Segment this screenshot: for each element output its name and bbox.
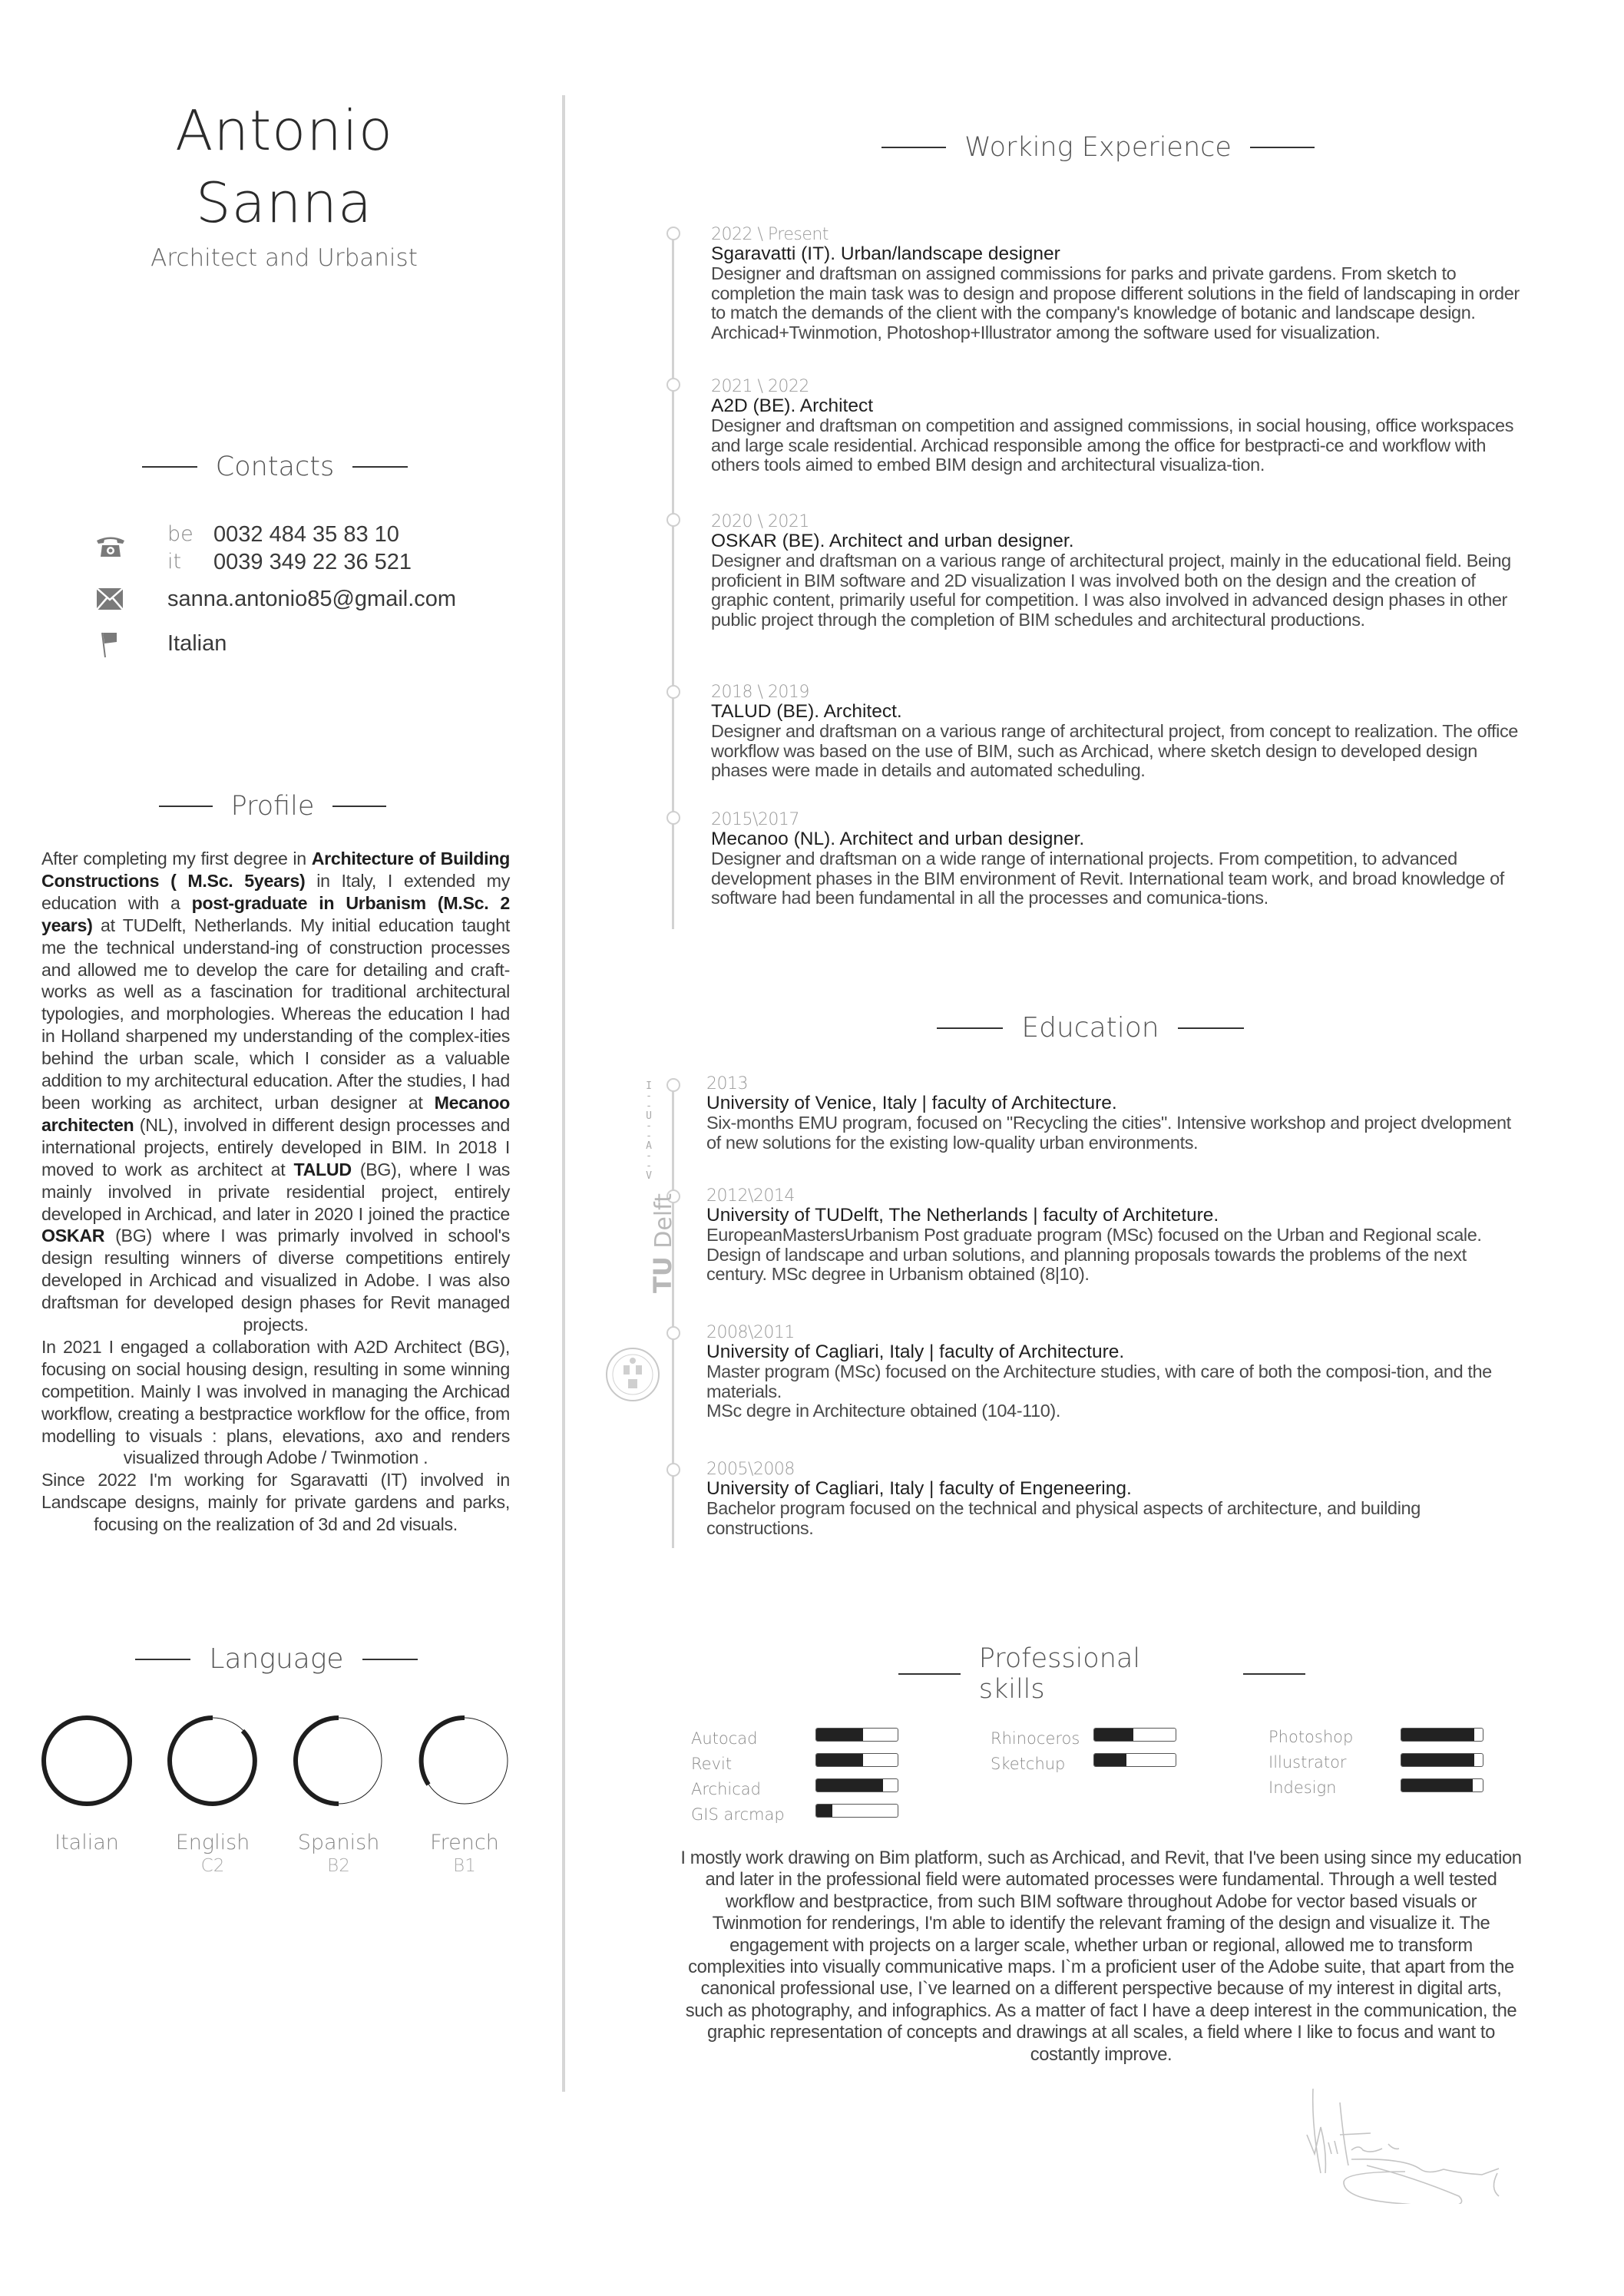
email-link[interactable]: sanna.antonio85@gmail.com	[167, 587, 457, 611]
language-name: English	[175, 1831, 250, 1854]
profile-text-run: in Italy, I extended my education with a	[41, 870, 510, 913]
skill-name: Indesign	[1268, 1778, 1337, 1797]
heading-rule	[332, 806, 386, 807]
mail-icon	[97, 588, 123, 610]
profile-text-run: (NL), involved in different design processes and international projects, entirely developed in BIM. In 2018 I moved to work as architect at	[41, 1114, 510, 1179]
contacts-heading-label: Contacts	[215, 452, 335, 482]
flag-icon	[100, 631, 121, 659]
entry-title: University of Venice, Italy | faculty of Architecture.	[706, 1093, 1117, 1113]
profile-text-run: at TUDelft, Netherlands. My initial education taught me the technical understand-ing of construction processes and allowed me to develop the care for detailing and craft-works as well as a fascination for traditional architectural typologies, and morphologies. Whereas the education I had in Holland sharpened my understanding of the complex-ities behind the urban scale, which I consider as a valuable addition to my architectural education. After the studies, I had been working as architect, urban designer at	[41, 915, 510, 1113]
entry-description: Designer and draftsman on competition and assigned commissions, in social housing, office workspaces and large scale residential. Archicad responsible among the office for bestpracti-ce and workflow with others tools aimed to embed BIM design and architectural visualiza-tion.	[711, 415, 1514, 475]
entry-date: 2012\2014	[706, 1186, 795, 1206]
entry-date: 2013	[706, 1074, 748, 1093]
profile-text	[41, 848, 510, 1536]
experience-timeline	[672, 238, 674, 929]
skill-bar-photoshop	[1401, 1728, 1483, 1742]
profile-text-run: (BG) where I was primarly involved in school's design resulting winners of diverse competitions entirely developed in Archicad and visualized in Adobe. I was also draftsman for developed design phases for Revit managed projects.	[41, 1226, 510, 1335]
entry-description: Six-months EMU program, focused on "Recycling the cities". Intensive workshop and project dvelopment of new solutions for the existing low-quality urban environments.	[706, 1113, 1511, 1153]
experience-entry	[711, 226, 1525, 342]
skill-name: Archicad	[691, 1780, 761, 1798]
role-subtitle: Architect and Urbanist	[150, 244, 418, 272]
phone-prefix-it: it	[167, 550, 182, 574]
profile-highlight: Architecture of Building Constructions ( M.Sc. 5years)	[41, 849, 510, 891]
language-spanish	[289, 1712, 389, 1876]
skill-bar-rhinoceros	[1093, 1728, 1176, 1742]
language-heading-label: Language	[209, 1643, 344, 1675]
timeline-dot	[666, 1078, 680, 1092]
skill-bar-autocad	[815, 1728, 898, 1742]
phone-it[interactable]: 0039 349 22 36 521	[213, 550, 412, 574]
heading-rule	[937, 1027, 1003, 1029]
entry-title: Mecanoo (NL). Architect and urban designer.	[711, 829, 1085, 849]
education-entry	[706, 1461, 1528, 1538]
language-ring-english	[164, 1712, 261, 1809]
skills-heading	[898, 1643, 1305, 1705]
entry-date: 2005\2008	[706, 1460, 795, 1479]
entry-date: 2018 \ 2019	[711, 683, 809, 702]
profile-highlight: TALUD	[293, 1159, 352, 1179]
language-name: Spanish	[297, 1831, 380, 1854]
nationality: Italian	[167, 631, 227, 656]
skill-bar-archicad	[815, 1778, 898, 1792]
iuav-logo: I - - U - - A - - V	[646, 1080, 652, 1182]
education-timeline	[672, 1087, 674, 1548]
education-entry	[706, 1324, 1528, 1421]
entry-description: Bachelor program focused on the technical and physical aspects of architecture, and building constructions.	[706, 1498, 1421, 1538]
skill-name: GIS arcmap	[691, 1805, 785, 1824]
profile-highlight: post-graduate in Urbanism (M.Sc. 2 years)	[41, 892, 510, 935]
entry-date: 2008\2011	[706, 1323, 795, 1342]
skills-heading-label: Professional skills	[978, 1643, 1141, 1705]
entry-title: University of Cagliari, Italy | faculty of Architecture.	[706, 1342, 1125, 1362]
skill-bar-indesign	[1401, 1778, 1483, 1792]
timeline-dot	[666, 378, 680, 392]
cagliari-seal-logo	[604, 1345, 662, 1404]
profile-text-run: Since 2022 I'm working for Sgaravatti (IT) involved in Landscape designs, mainly for private gardens and parks, focusing on the realization of 3d and 2d visuals.	[41, 1470, 510, 1535]
timeline-dot	[666, 811, 680, 825]
entry-title: TALUD (BE). Architect.	[711, 701, 902, 722]
experience-heading	[875, 132, 1321, 163]
skill-name: Rhinoceros	[991, 1729, 1080, 1748]
profile-heading-label: Profile	[230, 791, 315, 822]
tudelft-logo: TU Delft	[647, 1193, 677, 1293]
entry-description: Designer and draftsman on a various range of architectural project, from concept to realization. The office workflow was based on the use of BIM, such as Archicad, where sketch design to developed design phases were made in details and automated scheduling.	[711, 721, 1518, 780]
education-heading-label: Education	[1021, 1012, 1159, 1044]
column-divider	[562, 95, 565, 2092]
experience-entry	[711, 378, 1525, 475]
entry-description: Designer and draftsman on assigned commissions for parks and private gardens. From sketch to completion the main task was to design and propose different solutions in the field of landscaping in order to match the demands of the client with the company's knowledge of botanic and landscape design. Archicad+Twinmotion, Photoshop+Illustrator among the software used for visualization.	[711, 263, 1520, 342]
heading-rule	[135, 1659, 190, 1660]
timeline-dot	[666, 227, 680, 240]
skill-name: Autocad	[691, 1729, 758, 1748]
entry-date: 2015\2017	[711, 810, 799, 829]
heading-rule	[362, 1659, 418, 1660]
first-name: Antonio	[175, 98, 393, 163]
skill-bar-sketchup	[1093, 1753, 1176, 1767]
experience-entry	[711, 683, 1525, 781]
heading-rule	[159, 806, 213, 807]
skill-name: Photoshop	[1268, 1728, 1354, 1746]
entry-description: Designer and draftsman on a various range of architectural project, mainly in the educational field. Being proficient in BIM software and 2D visualization I was involved both on the design and the creation of graphic content, primarily useful for competition. I was also involved in advanced design phases in other public project through the completion of BIM schedules and architectural productions.	[711, 551, 1511, 630]
skill-bar-gis-arcmap	[815, 1804, 898, 1818]
phone-prefix-be: be	[167, 522, 193, 546]
heading-rule	[1250, 147, 1315, 148]
skill-name: Sketchup	[991, 1755, 1066, 1773]
language-level: B2	[327, 1856, 350, 1876]
skill-name: Illustrator	[1268, 1753, 1347, 1772]
profile-highlight: OSKAR	[41, 1226, 105, 1246]
entry-title: University of TUDelft, The Netherlands | faculty of Architeture.	[706, 1205, 1219, 1226]
experience-heading-label: Working Experience	[964, 132, 1232, 163]
heading-rule	[352, 466, 408, 468]
experience-entry	[711, 811, 1525, 908]
entry-date: 2021 \ 2022	[711, 377, 809, 396]
timeline-dot	[666, 1326, 680, 1340]
timeline-dot	[666, 1463, 680, 1477]
language-level: C2	[200, 1856, 225, 1876]
entry-title: OSKAR (BE). Architect and urban designer.	[711, 531, 1074, 551]
language-name: Italian	[55, 1831, 119, 1854]
profile-text-run: After completing my first degree in	[41, 849, 312, 868]
entry-description: Designer and draftsman on a wide range of international projects. From competition, to advanced development phases in the BIM environment of Revit. International team work, and broad knowledge of software had been fundamental in all the processes and comunica-tions.	[711, 849, 1504, 908]
heading-rule	[881, 147, 946, 148]
language-name: French	[430, 1831, 499, 1854]
entry-title: A2D (BE). Architect	[711, 395, 874, 416]
skills-summary: I mostly work drawing on Bim platform, such as Archicad, and Revit, that I've been using since my education and later in the professional field were automated processes were fundamental. Through a well tested workflow and bestpractice, from such BIM software throughout Adobe for vector based visuals or Twinmotion for renderings, I'm able to identify the relevant framing of the design and visualize it. The engagement with projects on a larger scale, whether urban or regional, allowed me to transform complexities into visually communicative maps. I`m a proficient user of the Adobe suite, that apart from the canonical professional use, I`ve learned on a different perspective because of my interest in digital arts, such as photography, and infographics. As a matter of fact I have a deep interest in the communication, the graphic representation of concepts and drawings at all scales, a field where I like to focus and want to costantly improve.	[680, 1848, 1522, 2065]
skill-name: Revit	[691, 1755, 733, 1773]
language-ring-spanish	[290, 1712, 387, 1809]
education-entry	[706, 1187, 1528, 1285]
profile-highlight: Mecanoo architecten	[41, 1092, 510, 1135]
language-ring-italian	[38, 1712, 135, 1809]
language-heading	[115, 1643, 438, 1675]
heading-rule	[142, 466, 197, 468]
phone-icon	[95, 534, 126, 560]
skill-bar-illustrator	[1401, 1753, 1483, 1767]
skill-bar-revit	[815, 1753, 898, 1767]
profile-text-run: In 2021 I engaged a collaboration with A2D Architect (BG), focusing on social housing design, resulting in some winning competition. Mainly I was involved in managing the Archicad workflow, creating a bestpractice workflow for the office, from modelling to visuals : plans, elevations, axo and renders visualized through Adobe / Twinmotion .	[41, 1336, 510, 1468]
timeline-dot	[666, 685, 680, 699]
entry-description-extra: MSc degre in Architecture obtained (104-110).	[706, 1401, 1060, 1421]
contacts-heading	[129, 452, 421, 482]
profile-text-run: (BG), where I was mainly involved in private residential project, entirely developed in Archicad, and later in 2020 I joined the practice	[41, 1159, 510, 1224]
entry-title: Sgaravatti (IT). Urban/landscape designer	[711, 243, 1060, 264]
language-french	[415, 1712, 514, 1876]
education-entry	[706, 1075, 1528, 1153]
timeline-dot	[666, 513, 680, 527]
education-heading	[937, 1012, 1244, 1044]
entry-description: Master program (MSc) focused on the Architecture studies, with care of both the composi-tion, and the materials.	[706, 1361, 1492, 1401]
profile-paragraph	[41, 1336, 510, 1469]
heading-rule	[898, 1673, 961, 1675]
signature-image	[1298, 2089, 1513, 2204]
entry-title: University of Cagliari, Italy | faculty of Engeneering.	[706, 1478, 1132, 1499]
heading-rule	[1243, 1673, 1305, 1675]
language-english	[163, 1712, 263, 1876]
language-ring-french	[416, 1712, 513, 1809]
entry-date: 2020 \ 2021	[711, 512, 809, 531]
heading-rule	[1178, 1027, 1244, 1029]
phone-be[interactable]: 0032 484 35 83 10	[213, 522, 399, 547]
profile-paragraph	[41, 848, 510, 1336]
language-level: B1	[453, 1856, 476, 1876]
experience-entry	[711, 513, 1525, 630]
profile-heading	[146, 791, 399, 822]
last-name: Sanna	[195, 170, 373, 235]
entry-date: 2022 \ Present	[711, 225, 829, 244]
profile-paragraph	[41, 1469, 510, 1536]
entry-description: EuropeanMastersUrbanism Post graduate program (MSc) focused on the Urban and Regional scale. Design of landscape and urban solutions, and planning proposals towards the problems of the next century. MSc degree in Urbanism obtained (8|10).	[706, 1225, 1482, 1284]
language-italian	[37, 1712, 137, 1856]
